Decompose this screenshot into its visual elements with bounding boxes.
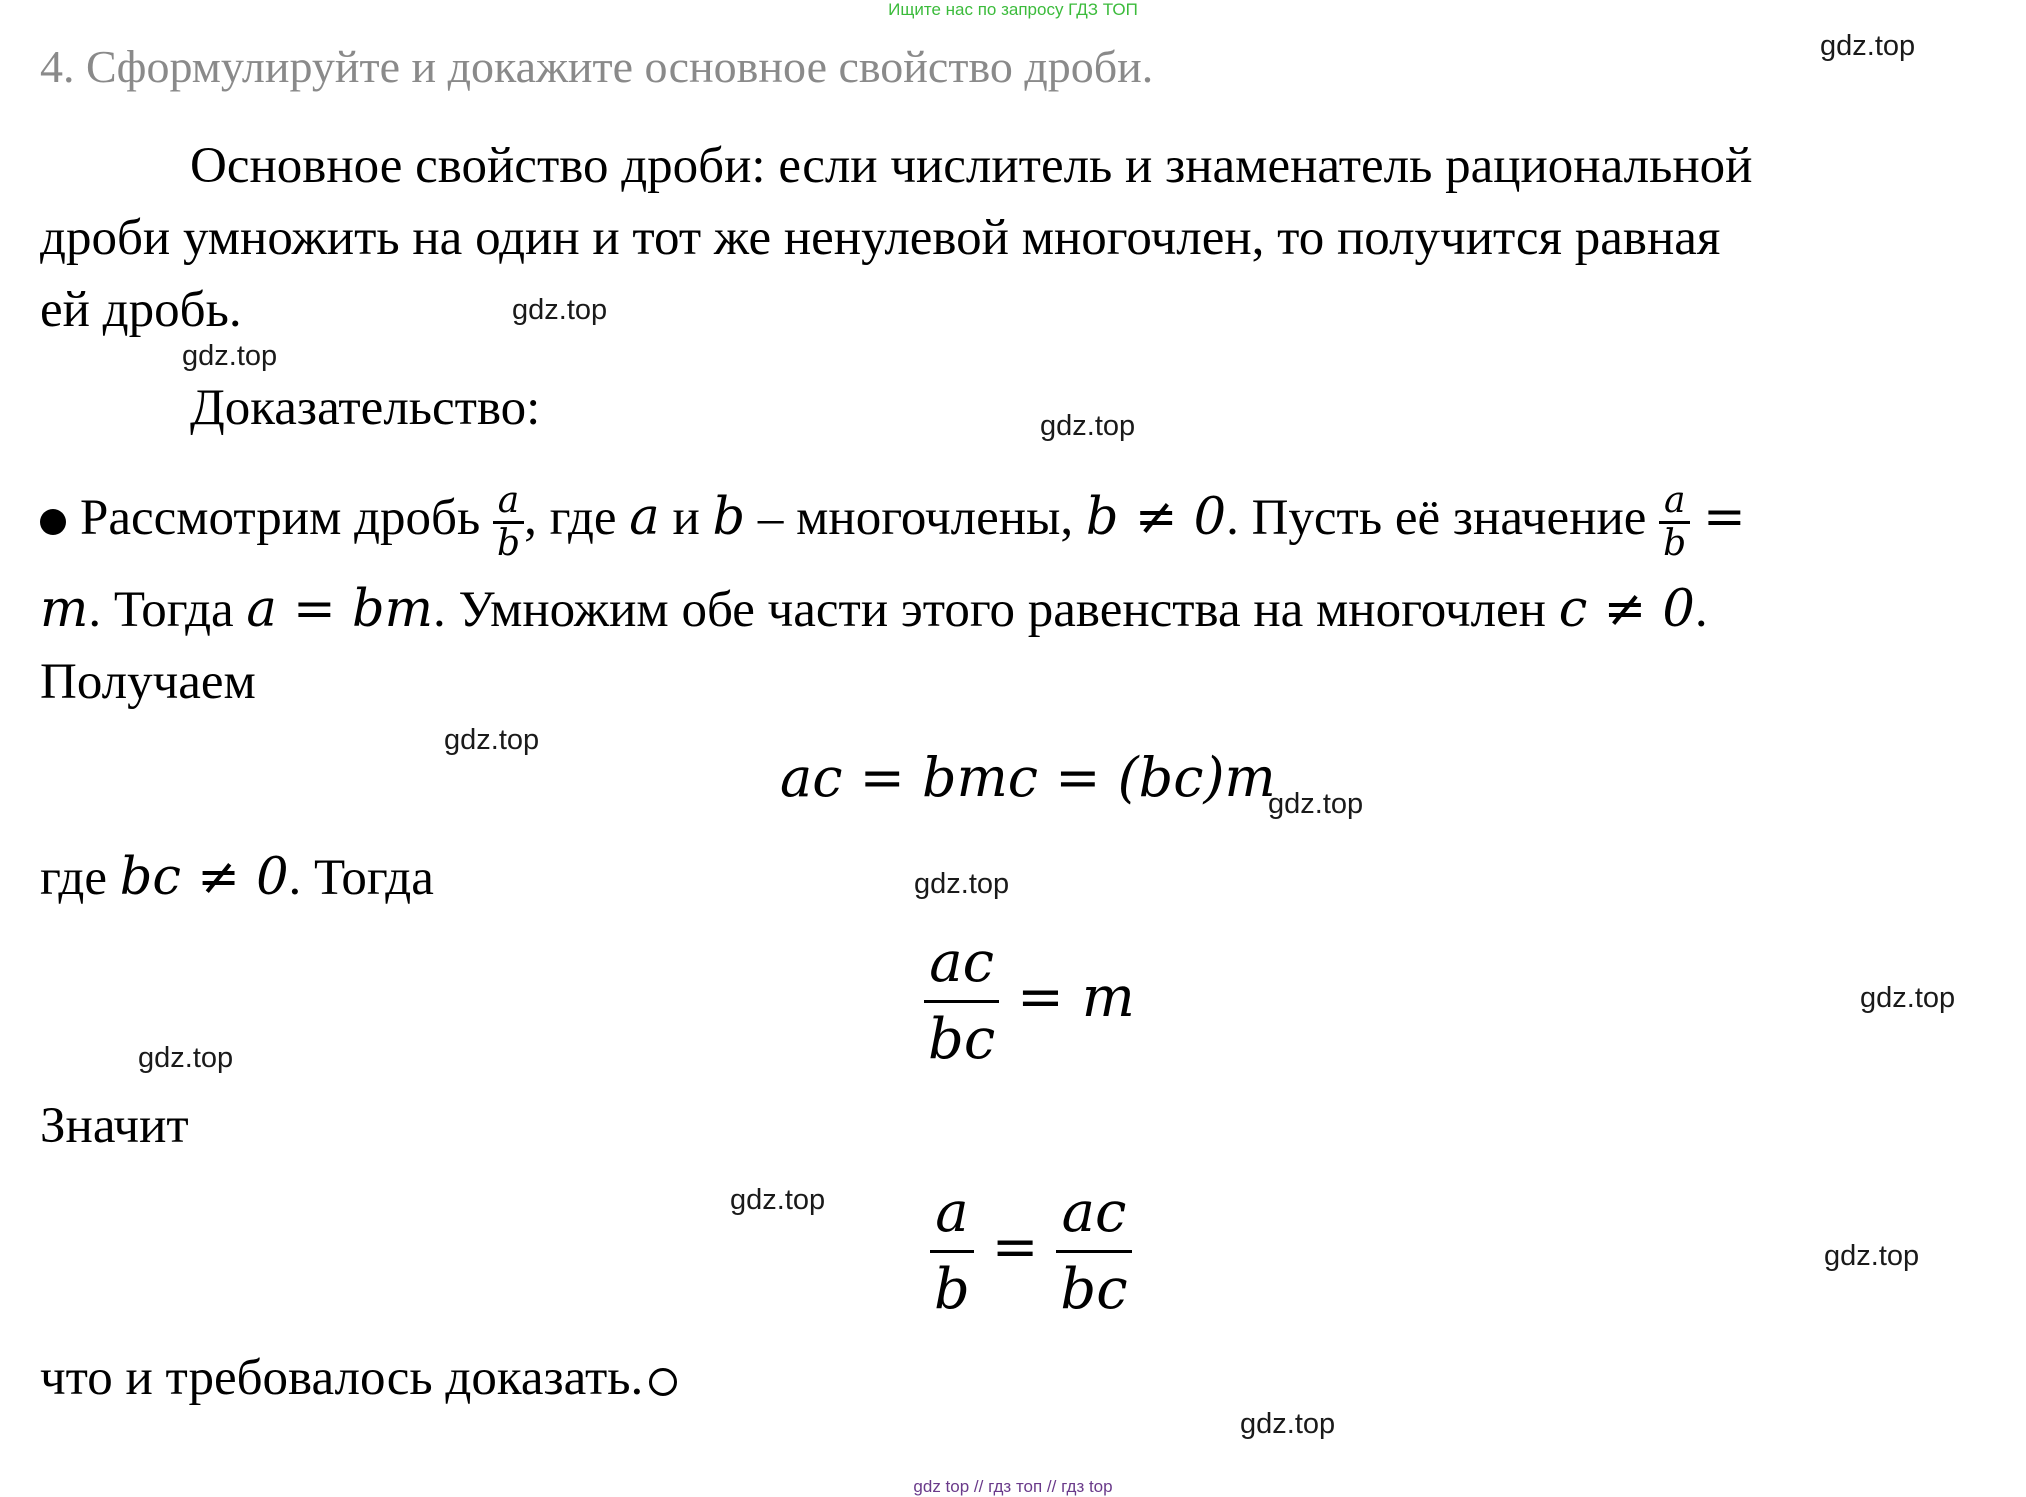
equals-sign: = <box>991 1215 1039 1280</box>
proof-line-2 <box>40 574 1708 646</box>
var-b: b <box>712 488 746 547</box>
numerator: a <box>1663 479 1686 521</box>
numerator: ac <box>929 930 994 995</box>
proof-text: и <box>672 490 700 546</box>
condition-bc: bc ≠ 0 <box>119 848 289 907</box>
watermark: gdz.top <box>1824 1240 1920 1272</box>
proof-text: – многочлены, <box>757 490 1074 546</box>
numerator: ac <box>1061 1180 1127 1245</box>
watermark: gdz.top <box>1268 788 1364 820</box>
proof-heading: Доказательство: <box>190 380 541 436</box>
fraction-ac-over-bc <box>924 926 999 1077</box>
watermark: gdz.top <box>1820 30 1916 62</box>
fraction-a-over-b-3 <box>930 1176 974 1327</box>
proof-text: . Тогда <box>288 850 434 906</box>
denominator: b <box>1659 521 1690 564</box>
definition-line-2: дроби умножить на один и тот же ненулевой многочлен, то получится равная <box>40 210 1721 266</box>
denominator: b <box>493 521 524 564</box>
var-m: m <box>40 580 89 639</box>
denominator: bc <box>1056 1250 1131 1327</box>
watermark: gdz.top <box>138 1042 234 1074</box>
numerator: a <box>497 479 520 521</box>
equation-2 <box>924 926 1135 1077</box>
proof-text: что и требовалось доказать. <box>40 1350 644 1406</box>
proof-line-3: Получаем <box>40 654 256 710</box>
footer-watermark: gdz top // гдз топ // гдз top <box>913 1477 1113 1496</box>
denominator: bc <box>924 1000 999 1077</box>
watermark: gdz.top <box>1860 982 1956 1014</box>
proof-text: , где <box>524 490 617 546</box>
bullet-icon <box>40 509 66 535</box>
watermark: gdz.top <box>1240 1408 1336 1440</box>
numerator: a <box>935 1180 969 1245</box>
equation-1: ac = bmc = (bc)m <box>780 746 1276 809</box>
definition-line-3: ей дробь. <box>40 282 242 338</box>
proof-line-6 <box>40 1342 677 1414</box>
proof-text: . Тогда <box>88 582 234 638</box>
var-a: a <box>629 488 660 547</box>
proof-line-1 <box>40 468 1746 568</box>
proof-text: Рассмотрим дробь <box>80 490 481 546</box>
equation-rhs: = m <box>1017 965 1135 1030</box>
fraction-ac-over-bc-2 <box>1056 1176 1131 1327</box>
denominator: b <box>930 1250 974 1327</box>
watermark: gdz.top <box>730 1184 826 1216</box>
equation-a-bm: a = bm <box>246 580 433 639</box>
proof-line-4 <box>40 842 434 914</box>
watermark: gdz.top <box>182 340 278 372</box>
top-banner: Ищите нас по запросу ГДЗ ТОП <box>888 0 1138 19</box>
proof-text: . <box>1694 582 1708 638</box>
condition-b: b ≠ 0 <box>1085 488 1227 547</box>
watermark: gdz.top <box>444 724 540 756</box>
task-title: 4. Сформулируйте и докажите основное свойство дроби. <box>40 41 1154 92</box>
proof-text: где <box>40 850 107 906</box>
watermark: gdz.top <box>914 868 1010 900</box>
watermark: gdz.top <box>512 294 608 326</box>
proof-text: . Умножим обе части этого равенства на многочлен <box>432 582 1546 638</box>
equation-3 <box>930 1176 1132 1327</box>
equals-sign: = <box>1702 488 1746 547</box>
proof-text: . Пусть её значение <box>1226 490 1647 546</box>
watermark: gdz.top <box>1040 410 1136 442</box>
condition-c: c ≠ 0 <box>1558 580 1695 639</box>
end-of-proof-icon <box>649 1368 677 1396</box>
proof-line-5: Значит <box>40 1098 189 1154</box>
fraction-a-over-b-2 <box>1659 481 1690 564</box>
fraction-a-over-b <box>493 481 524 564</box>
definition-line-1: Основное свойство дроби: если числитель и знаменатель рациональной <box>190 138 1753 194</box>
